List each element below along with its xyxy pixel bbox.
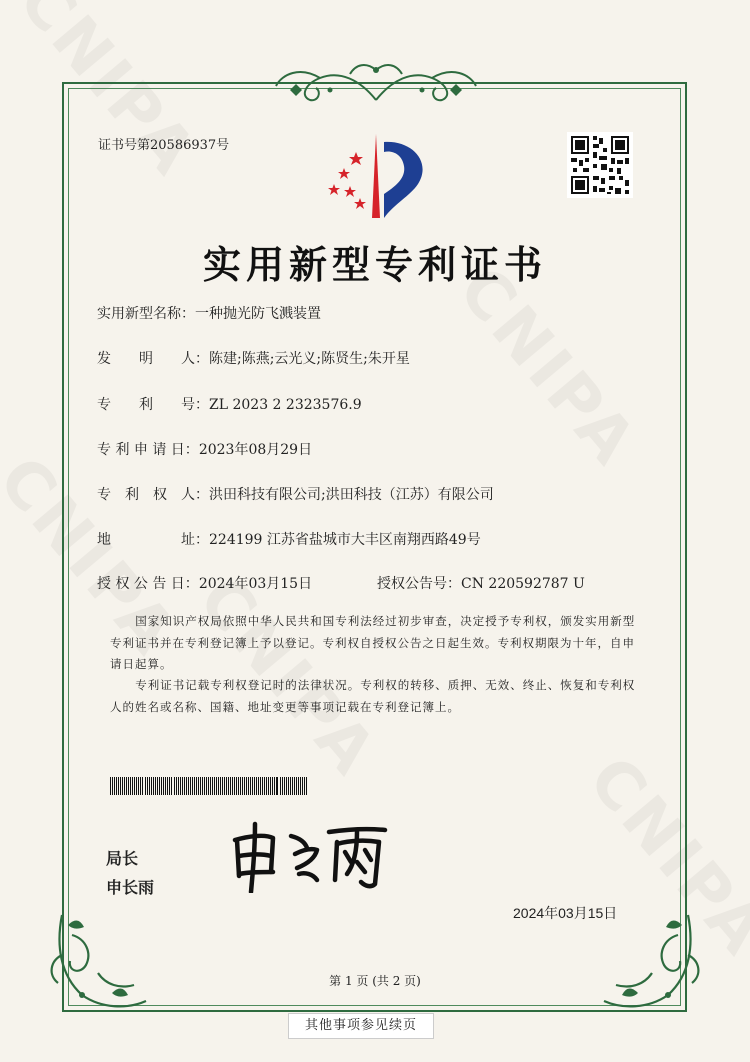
certificate-title: 实用新型专利证书 (202, 242, 547, 287)
page-number: 第 1 页 (共 2 页) (329, 974, 421, 988)
ornament-corner-left-icon (42, 905, 152, 1015)
field-value: 2023年08月29日 (198, 442, 313, 458)
field-utility-model-name (97, 303, 321, 323)
field-value: 224199 江苏省盐城市大丰区南翔西路49号 (209, 532, 481, 548)
cnipa-logo-icon (320, 134, 430, 220)
handwritten-signature (225, 818, 390, 893)
field-label: 专 利 申 请 日： (97, 442, 199, 458)
field-value: 2024年03月15日 (198, 576, 313, 592)
certificate-statement-1: 国家知识产权局依照中华人民共和国专利法经过初步审查，决定授予专利权，颁发实用新型专利证书并在专利登记簿上予以登记。专利权自授权公告之日起生效。专利权期限为十年，自申请日起算。 (110, 614, 636, 671)
see-continuation-note: 其他事项参见续页 (288, 1013, 434, 1039)
field-filing-date (97, 439, 312, 459)
field-label: 实用新型名称： (97, 306, 195, 322)
field-label: 专 利 权 人： (97, 487, 209, 503)
field-grant-number (377, 573, 585, 593)
issue-date: 2024年03月15日 (513, 905, 618, 921)
field-label: 授权公告号： (377, 576, 461, 592)
signatory-name: 申长雨 (106, 880, 155, 897)
field-value: 洪田科技有限公司;洪田科技（江苏）有限公司 (209, 487, 494, 503)
field-patentee (97, 484, 494, 504)
field-label: 发 明 人： (97, 351, 209, 367)
certificate-number: 证书号第20586937号 (98, 138, 230, 153)
field-value: CN 220592787 U (461, 576, 585, 592)
field-patent-number (97, 394, 362, 414)
field-inventor (97, 348, 410, 368)
field-label: 专 利 号： (97, 397, 209, 413)
field-grant-date (97, 573, 312, 593)
field-value: 一种抛光防飞溅装置 (195, 306, 321, 322)
field-value: 陈建;陈燕;云光义;陈贤生;朱开星 (209, 351, 410, 367)
barcode (110, 777, 307, 795)
signatory-position: 局长 (106, 851, 139, 868)
qr-code (567, 132, 633, 198)
field-label: 地 址： (97, 532, 209, 548)
field-value: ZL 2023 2 2323576.9 (209, 397, 362, 413)
certificate-statement-2: 专利证书记载专利权登记时的法律状况。专利权的转移、质押、无效、终止、恢复和专利权人的姓名或名称、国籍、地址变更等事项记载在专利登记簿上。 (110, 678, 636, 714)
field-address (97, 529, 481, 549)
field-label: 授 权 公 告 日： (97, 576, 199, 592)
ornament-top-icon (270, 60, 482, 104)
